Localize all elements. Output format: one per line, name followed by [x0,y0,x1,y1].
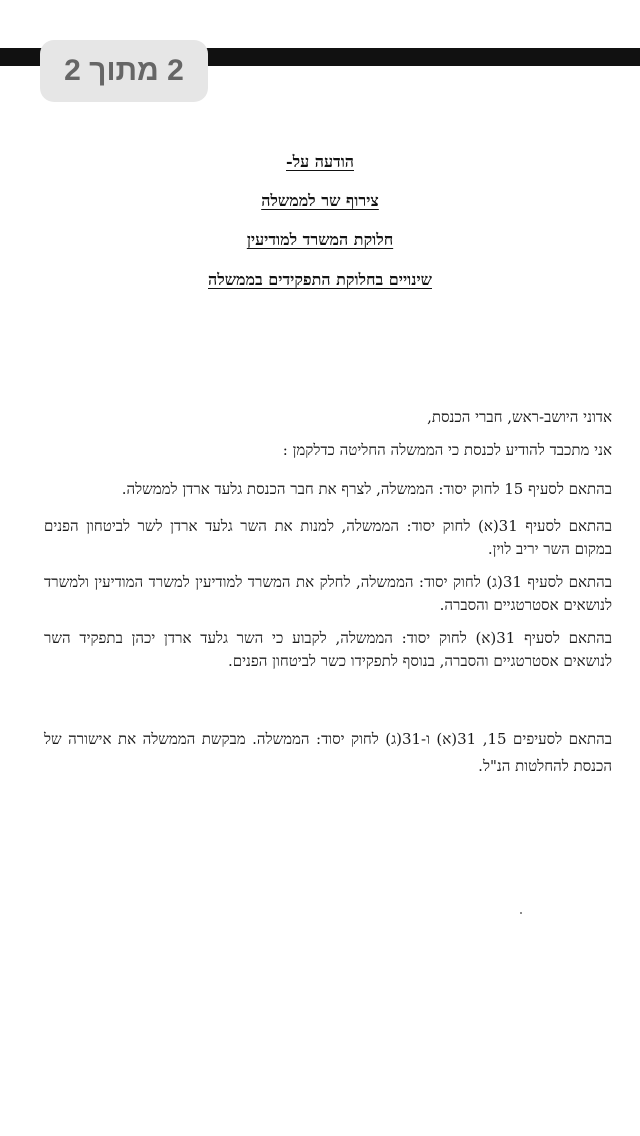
closing-paragraph: בהתאם לסעיפים 15, 31(א) ו-31(ג) לחוק יסוד: הממשלה. מבקשת הממשלה את אישורה של הכנסת להחלטות הנ"ל. [44,730,613,775]
page-count-badge: 2 מתוך 2 [40,40,208,102]
decision-item: בהתאם לסעיף 31(א) לחוק יסוד: הממשלה, למנות את השר גלעד ארדן לשר לביטחון הפנים במקום השר יריב לוין. [44,517,612,558]
intro-paragraph: אני מתכבד להודיע לכנסת כי הממשלה החליטה כדלקמן : [282,441,612,459]
greeting-paragraph: אדוני היושב-ראש, חברי הכנסת, [427,408,612,426]
scan-speck [520,912,522,914]
document-heading-role-changes: שינויים בחלוקת התפקידים בממשלה [208,270,432,289]
decision-item: בהתאם לסעיף 15 לחוק יסוד: הממשלה, לצרף את חבר הכנסת גלעד ארדן לממשלה. [121,480,612,498]
decision-item: בהתאם לסעיף 31(א) לחוק יסוד: הממשלה, לקבוע כי השר גלעד ארדן יכהן בתפקיד השר לנושאים אסטרטגיים והסברה, בנוסף לתפקידו כשר לביטחון הפנים. [44,629,612,670]
decision-item: בהתאם לסעיף 31(ג) לחוק יסוד: הממשלה, לחלק את המשרד למודיעין למשרד המודיעין ולמשרד לנושאים אסטרטגיים והסברה. [44,573,612,614]
document-heading-ministry-split: חלוקת המשרד למודיעין [246,230,394,249]
document-heading-minister-joining: צירוף שר לממשלה [261,191,379,210]
document-heading-notice: הודעה על- [286,152,354,171]
